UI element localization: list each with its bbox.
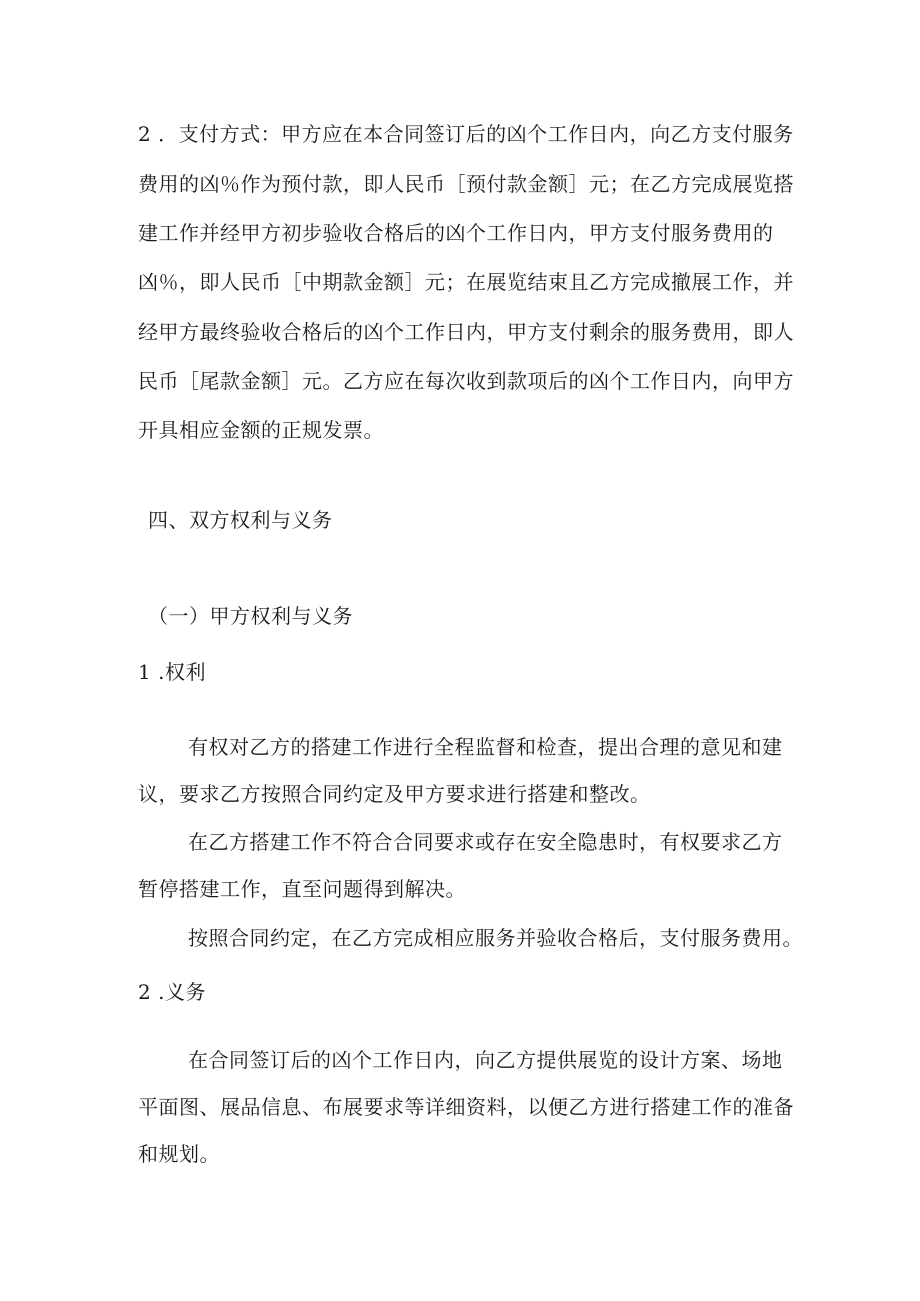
rights-para3-line-1: 按照合同约定，在乙方完成相应服务并验收合格后，支付服务费用。 (188, 926, 803, 950)
obligations-heading: 2 .义务 (138, 980, 206, 1004)
rights-heading: 1 .权利 (138, 660, 206, 684)
payment-line-3: 建工作并经甲方初步验收合格后的凶个工作日内，甲方支付服务费用的 (138, 221, 774, 245)
payment-line-5: 经甲方最终验收合格后的凶个工作日内，甲方支付剩余的服务费用，即人 (138, 320, 794, 344)
rights-para2-line-1: 在乙方搭建工作不符合合同要求或存在安全隐患时，有权要求乙方 (188, 830, 783, 854)
obligations-para1-line-2: 平面图、展品信息、布展要求等详细资料，以便乙方进行搭建工作的准备 (138, 1095, 794, 1119)
subsection-heading: （一）甲方权利与义务 (148, 604, 353, 628)
payment-line-1: 2 ．支付方式：甲方应在本合同签订后的凶个工作日内，向乙方支付服务 (138, 122, 794, 146)
rights-para2-line-2: 暂停搭建工作，直至问题得到解决。 (138, 877, 466, 901)
payment-line-2: 费用的凶％作为预付款，即人民币［预付款金额］元；在乙方完成展览搭 (138, 172, 794, 196)
section-heading: 四、双方权利与义务 (148, 508, 333, 532)
payment-line-4: 凶％，即人民币［中期款金额］元；在展览结束且乙方完成撤展工作，并 (138, 270, 794, 294)
obligations-para1-line-1: 在合同签订后的凶个工作日内，向乙方提供展览的设计方案、场地 (188, 1048, 783, 1072)
payment-line-6: 民币［尾款金额］元。乙方应在每次收到款项后的凶个工作日内，向甲方 (138, 369, 794, 393)
obligations-para1-line-3: 和规划。 (138, 1142, 220, 1166)
payment-line-7: 开具相应金额的正规发票。 (138, 418, 384, 442)
rights-para1-line-2: 议，要求乙方按照合同约定及甲方要求进行搭建和整改。 (138, 782, 651, 806)
rights-para1-line-1: 有权对乙方的搭建工作进行全程监督和检查，提出合理的意见和建 (188, 735, 783, 759)
